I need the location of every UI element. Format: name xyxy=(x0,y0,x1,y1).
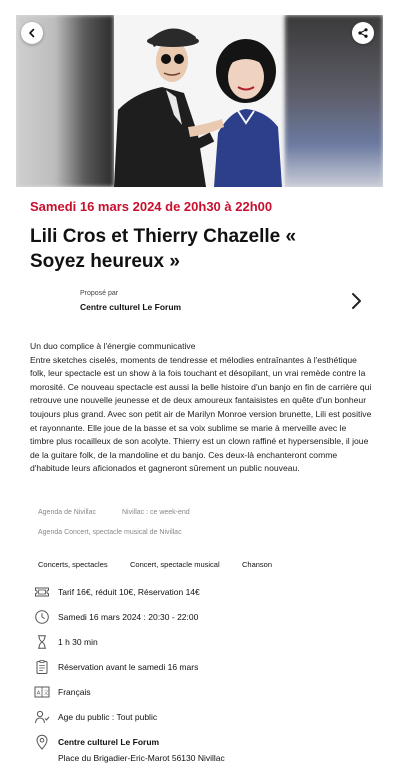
language-icon xyxy=(34,684,50,700)
description-body: Entre sketches ciselés, moments de tendresse et mélodies entraînantes à l'esthétique folk, leur spectacle est un show à la fois touchant et désopilant, un vrai remède contre la morosité. Ce nouveau spectacle est aussi la belle histoire d'un banjo en fin de carrière qui retrouve une nouvelle jeunesse et de deux amoureux fantaisistes en quête d'un bonheur toujours plus grand. Avec son petit air de Marilyn Monroe version brunette, Lili est positive et rayonnante. Elle joue de la basse et sa voix sublime se marie à merveille avec le timbre plus rocailleux de son acolyte. Thierry est un clown raffiné et hypersensible, il joue de la guitare folk, de la mandoline et du banjo. Ces deux-là enchanteront comme d'habitude leurs aficionados et gagneront sûrement un public nouveau. xyxy=(30,354,372,474)
hourglass-icon xyxy=(34,634,50,650)
duration-text: 1 h 30 min xyxy=(58,637,98,647)
reservation-text: Réservation avant le samedi 16 mars xyxy=(58,662,199,672)
location-pin-icon xyxy=(34,734,50,750)
description-lead: Un duo complice à l'énergie communicative xyxy=(30,341,196,351)
share-button[interactable] xyxy=(352,22,374,44)
info-audience xyxy=(34,709,374,725)
svg-text:A: A xyxy=(36,690,41,697)
category-list xyxy=(38,560,358,572)
organizer-link[interactable] xyxy=(30,284,370,320)
price-text: Tarif 16€, réduit 10€, Réservation 14€ xyxy=(58,587,200,597)
event-title: Lili Cros et Thierry Chazelle « Soyez heureux » xyxy=(30,226,297,272)
event-description xyxy=(30,340,372,476)
info-reservation xyxy=(34,659,374,675)
chevron-right-icon xyxy=(350,292,362,310)
venue-name: Centre culturel Le Forum xyxy=(58,737,160,747)
back-button[interactable] xyxy=(21,22,43,44)
info-price xyxy=(34,584,374,600)
info-duration xyxy=(34,634,374,650)
ticket-icon xyxy=(34,584,50,600)
agenda-tags xyxy=(38,509,358,549)
language-text: Français xyxy=(58,687,91,697)
organizer-label: Proposé par xyxy=(80,290,119,297)
schedule-text: Samedi 16 mars 2024 : 20:30 - 22:00 xyxy=(58,612,199,622)
clipboard-icon xyxy=(34,659,50,675)
venue-address: Place du Brigadier-Eric-Marot 56130 Nivillac xyxy=(58,753,225,763)
event-date: Samedi 16 mars 2024 de 20h30 à 22h00 xyxy=(30,199,273,214)
info-schedule xyxy=(34,609,374,625)
people-icon xyxy=(34,709,50,725)
event-hero-image xyxy=(16,15,383,187)
tag-link[interactable]: Nivillac : ce week-end xyxy=(122,509,190,516)
chevron-left-icon xyxy=(26,27,38,39)
info-venue[interactable] xyxy=(34,734,374,763)
tag-link[interactable]: Agenda Concert, spectacle musical de Nivillac xyxy=(38,529,182,536)
tag-link[interactable]: Agenda de Nivillac xyxy=(38,509,96,516)
category-item[interactable]: Concerts, spectacles xyxy=(38,560,108,569)
organizer-name: Centre culturel Le Forum xyxy=(80,302,182,312)
share-icon xyxy=(357,27,369,39)
hero-photo xyxy=(114,15,285,187)
info-language xyxy=(34,684,374,700)
category-item[interactable]: Concert, spectacle musical xyxy=(130,560,220,569)
svg-text:文: 文 xyxy=(43,690,49,697)
audience-text: Age du public : Tout public xyxy=(58,712,158,722)
category-item[interactable]: Chanson xyxy=(242,560,273,569)
clock-icon xyxy=(34,609,50,625)
